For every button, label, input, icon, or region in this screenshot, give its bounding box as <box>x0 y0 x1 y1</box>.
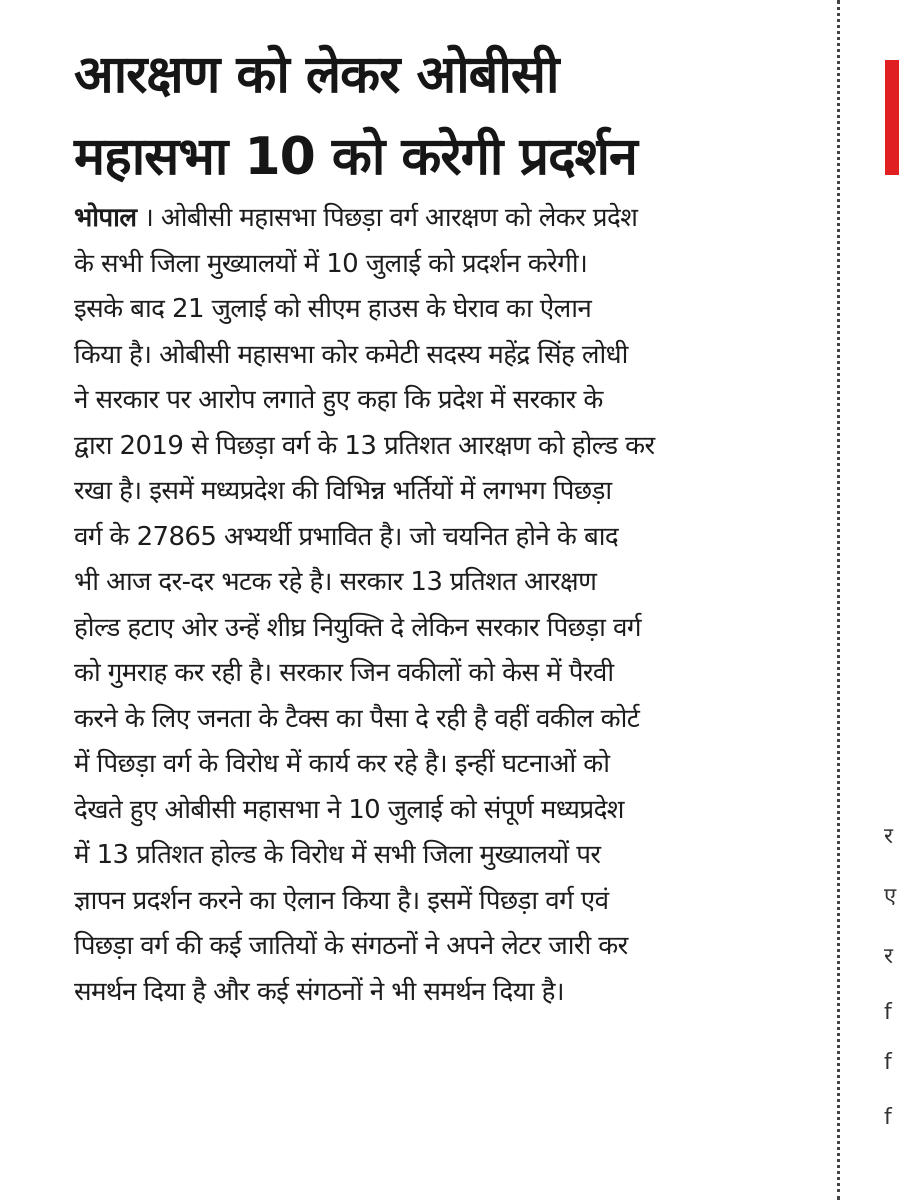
article-line: ज्ञापन प्रदर्शन करने का ऐलान किया है। इसमें पिछड़ा वर्ग एवं <box>74 885 609 916</box>
adjacent-column-fragment: र <box>884 824 893 849</box>
article-line <box>74 196 814 242</box>
headline-line-2: महासभा 10 को करेगी प्रदर्शन <box>74 127 637 187</box>
article-line: होल्ड हटाए ओर उन्हें शीघ्र नियुक्ति दे लेकिन सरकार पिछड़ा वर्ग <box>74 612 641 643</box>
column-divider <box>837 0 840 1200</box>
article-line: समर्थन दिया है और कई संगठनों ने भी समर्थन दिया है। <box>74 976 565 1007</box>
article-line: इसके बाद 21 जुलाई को सीएम हाउस के घेराव का ऐलान <box>74 294 592 324</box>
article-line: देखते हुए ओबीसी महासभा ने 10 जुलाई को संपूर्ण मध्यप्रदेश <box>74 794 624 825</box>
adjacent-column-fragment: f <box>884 1000 892 1025</box>
article-line: ने सरकार पर आरोप लगाते हुए कहा कि प्रदेश में सरकार के <box>74 385 603 415</box>
article-line: पिछड़ा वर्ग की कई जातियों के संगठनों ने अपने लेटर जारी कर <box>74 931 628 961</box>
dateline: भोपाल <box>74 203 137 233</box>
article-line: किया है। ओबीसी महासभा कोर कमेटी सदस्य महेंद्र सिंह लोधी <box>74 339 628 370</box>
article-line: में पिछड़ा वर्ग के विरोध में कार्य कर रहे है। इन्हीं घटनाओं को <box>74 749 610 779</box>
red-accent-bar <box>885 60 899 175</box>
article-line: द्वारा 2019 से पिछड़ा वर्ग के 13 प्रतिशत आरक्षण को होल्ड कर <box>74 430 655 461</box>
article-line: रखा है। इसमें मध्यप्रदेश की विभिन्न भर्तियों में लगभग पिछड़ा <box>74 476 612 506</box>
article-line: करने के लिए जनता के टैक्स का पैसा दे रही है वहीं वकील कोर्ट <box>74 703 640 734</box>
adjacent-column-fragment: ए <box>884 884 897 909</box>
article-line: के सभी जिला मुख्यालयों में 10 जुलाई को प्रदर्शन करेगी। <box>74 248 588 279</box>
article-line: भी आज दर-दर भटक रहे है। सरकार 13 प्रतिशत आरक्षण <box>74 567 597 597</box>
adjacent-column-fragment: f <box>884 1105 892 1130</box>
adjacent-column-fragment: f <box>884 1050 892 1075</box>
article-body <box>74 196 814 1015</box>
article-line: में 13 प्रतिशत होल्ड के विरोध में सभी जिला मुख्यालयों पर <box>74 840 601 870</box>
article-line: को गुमराह कर रही है। सरकार जिन वकीलों को केस में पैरवी <box>74 658 614 688</box>
headline <box>74 34 794 198</box>
article-line: वर्ग के 27865 अभ्यर्थी प्रभावित है। जो चयनित होने के बाद <box>74 521 619 552</box>
headline-line-1: आरक्षण को लेकर ओबीसी <box>74 45 559 105</box>
adjacent-column-fragment: र <box>884 944 893 969</box>
article-line-text: । ओबीसी महासभा पिछड़ा वर्ग आरक्षण को लेकर प्रदेश <box>136 203 638 233</box>
